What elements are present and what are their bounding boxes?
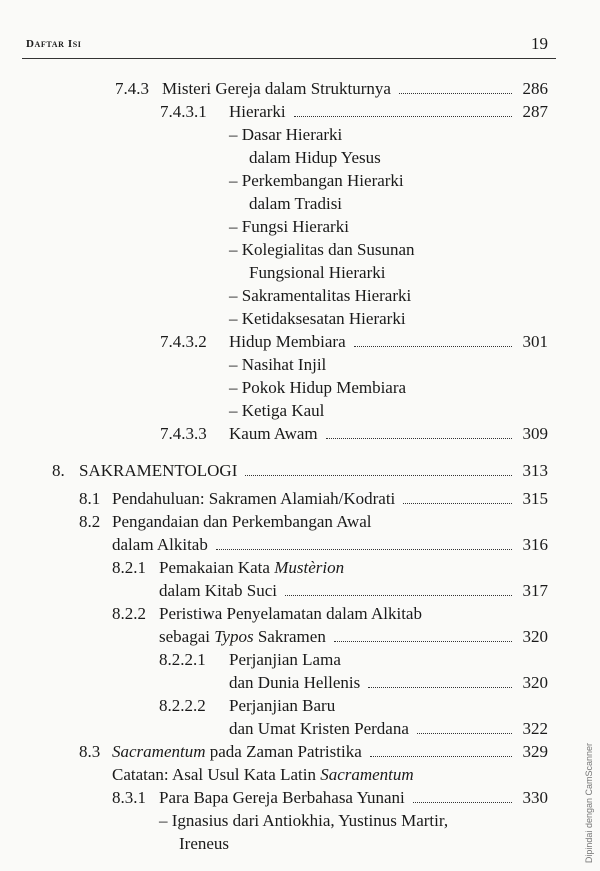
- dot-leader: [413, 801, 512, 803]
- dot-leader: [334, 640, 512, 642]
- dot-leader: [294, 115, 512, 117]
- toc-entry-text: dalam Alkitab: [112, 535, 208, 554]
- toc-entry: [159, 580, 548, 602]
- toc-page-number: 316: [522, 535, 548, 554]
- toc-num: 8.: [52, 461, 65, 480]
- toc-entry-text: Perjanjian Lama: [229, 650, 341, 669]
- toc-page-number: 329: [522, 742, 548, 761]
- toc-entry: [229, 423, 548, 445]
- toc-entry-text-plain: Sakramen: [257, 627, 326, 646]
- dot-leader: [285, 594, 512, 596]
- toc-page-number: 301: [522, 332, 548, 351]
- toc-entry: [159, 626, 548, 648]
- toc-entry-text: dan Dunia Hellenis: [229, 673, 361, 692]
- toc-note-text: Catatan: Asal Usul Kata Latin: [112, 765, 316, 784]
- toc-num: 8.2.1: [112, 558, 146, 577]
- toc-num: 7.4.3.3: [160, 424, 207, 443]
- toc-entry-text: [112, 741, 362, 763]
- toc-num: 7.4.3: [115, 79, 149, 98]
- toc-entry-text: Perjanjian Baru: [229, 696, 336, 715]
- toc-entry-text: Pendahuluan: Sakramen Alamiah/Kodrati: [112, 489, 396, 508]
- toc-subitem: – Ketidaksesatan Hierarki: [229, 309, 406, 328]
- toc-entry-text: Peristiwa Penyelamatan dalam Alkitab: [159, 604, 422, 623]
- toc-num: 7.4.3.1: [160, 102, 207, 121]
- toc-page-number: 320: [522, 673, 548, 692]
- toc-num: 8.2.2.1: [159, 650, 206, 669]
- toc-entry-text-plain: sebagai: [159, 627, 210, 646]
- toc-subitem: – Dasar Hierarki: [229, 125, 343, 144]
- running-header-title: Daftar Isi: [26, 38, 82, 50]
- toc-entry: [112, 534, 548, 556]
- toc-entry-italic: Typos: [214, 627, 254, 646]
- toc-subitem: – Perkembangan Hierarki: [229, 171, 404, 190]
- toc-entry: [159, 787, 548, 809]
- toc-note: [112, 764, 414, 786]
- toc-subitem: – Pokok Hidup Membiara: [229, 378, 407, 397]
- toc-entry-text: Hidup Membiara: [229, 332, 346, 351]
- toc-entry: [229, 101, 548, 123]
- toc-page-number: 317: [522, 581, 548, 600]
- toc-entry-italic: Sacramentum: [112, 742, 206, 761]
- toc-page-number: 330: [522, 788, 548, 807]
- toc-subitem: Ireneus: [179, 834, 230, 853]
- toc-page-number: 287: [522, 102, 548, 121]
- dot-leader: [368, 686, 512, 688]
- toc-entry-text: dan Umat Kristen Perdana: [229, 719, 409, 738]
- toc-note-italic: Sacramentum: [320, 765, 414, 784]
- toc-entry: [162, 78, 548, 100]
- toc-entry-text: Para Bapa Gereja Berbahasa Yunani: [159, 788, 405, 807]
- toc-num: 8.2.2: [112, 604, 146, 623]
- dot-leader: [403, 502, 512, 504]
- toc-entry: [229, 718, 548, 740]
- toc-subitem: Fungsional Hierarki: [249, 263, 386, 282]
- toc-entry-italic: Mustèrion: [274, 558, 345, 577]
- dot-leader: [216, 548, 512, 550]
- toc-entry-text: dalam Kitab Suci: [159, 581, 278, 600]
- toc-subitem: dalam Tradisi: [249, 194, 343, 213]
- dot-leader: [354, 345, 512, 347]
- toc-subitem: – Sakramentalitas Hierarki: [229, 286, 412, 305]
- toc-num: 8.2: [79, 512, 101, 531]
- header-rule: [22, 58, 556, 59]
- toc-num: 8.1: [79, 489, 101, 508]
- toc-entry: [112, 488, 548, 510]
- toc-entry-text: Kaum Awam: [229, 424, 318, 443]
- toc-subitem: – Nasihat Injil: [229, 355, 327, 374]
- toc-entry-text: [159, 626, 326, 648]
- toc-subitem: – Fungsi Hierarki: [229, 217, 349, 236]
- dot-leader: [399, 92, 512, 94]
- running-header-page-number: 19: [531, 34, 548, 53]
- toc-num: 8.2.2.2: [159, 696, 206, 715]
- toc-entry: [229, 672, 548, 694]
- toc-entry-text: Misteri Gereja dalam Strukturnya: [162, 79, 391, 98]
- toc-chapter: [79, 460, 548, 482]
- dot-leader: [326, 437, 512, 439]
- toc-page-number: 309: [522, 424, 548, 443]
- toc-entry: [112, 741, 548, 763]
- toc-page-number: 322: [522, 719, 548, 738]
- toc-page-number: 320: [522, 627, 548, 646]
- toc-entry-text: SAKRAMENTOLOGI: [79, 461, 238, 480]
- toc-entry-text: Pengandaian dan Perkembangan Awal: [112, 512, 372, 531]
- toc-page-number: 315: [522, 489, 548, 508]
- toc-subitem: dalam Hidup Yesus: [249, 148, 381, 167]
- toc-subitem: – Ketiga Kaul: [229, 401, 325, 420]
- toc-entry-text-plain: pada Zaman Patristika: [209, 742, 362, 761]
- toc-num: 7.4.3.2: [160, 332, 207, 351]
- toc-entry: [229, 331, 548, 353]
- dot-leader: [417, 732, 512, 734]
- toc-page-number: 313: [522, 461, 548, 480]
- scanner-watermark: Dipindai dengan CamScanner: [584, 742, 594, 863]
- toc-entry-text: Hierarki: [229, 102, 286, 121]
- toc-subitem: – Ignasius dari Antiokhia, Yustinus Martir,: [159, 811, 449, 830]
- toc-num: 8.3.1: [112, 788, 146, 807]
- toc-subitem: – Kolegialitas dan Susunan: [229, 240, 415, 259]
- dot-leader: [370, 755, 512, 757]
- dot-leader: [245, 474, 512, 476]
- toc-page-number: 286: [522, 79, 548, 98]
- toc-num: 8.3: [79, 742, 101, 761]
- toc-entry-text-plain: Pemakaian Kata: [159, 558, 270, 577]
- toc-entry-text: [159, 557, 344, 579]
